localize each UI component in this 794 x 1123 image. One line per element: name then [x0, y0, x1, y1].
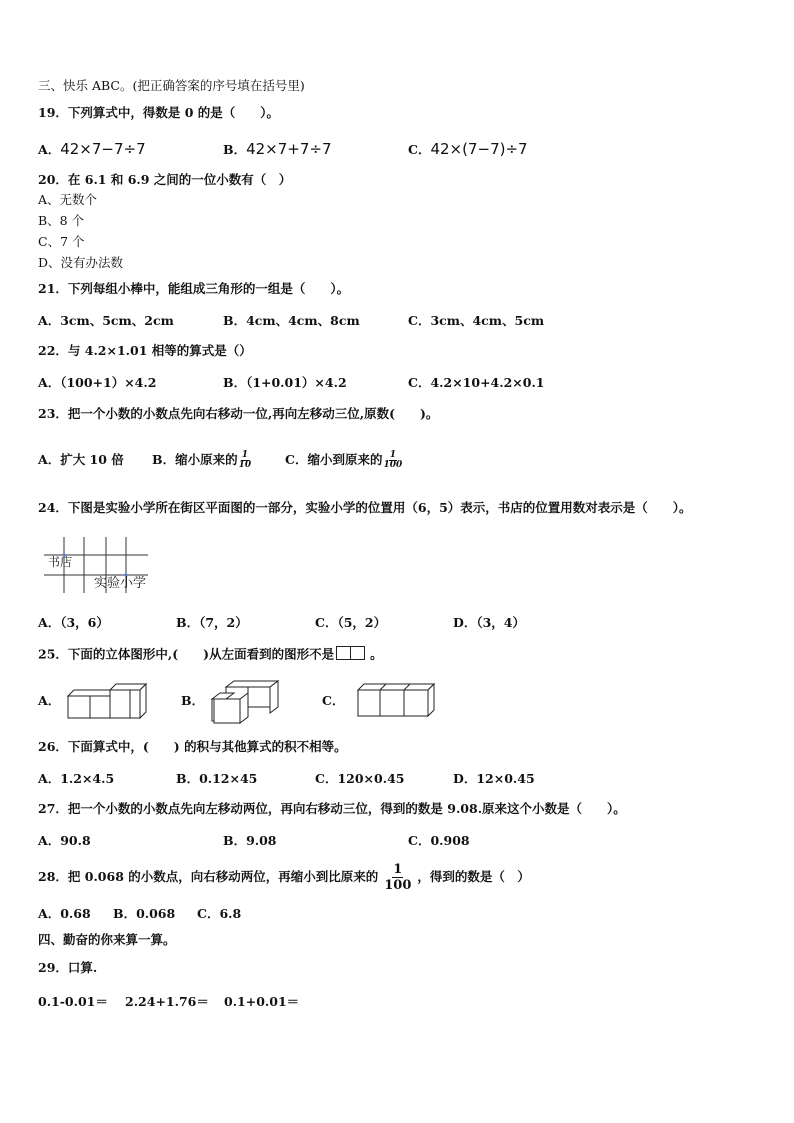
- section-3-title: 三、快乐 ABC。(把正确答案的序号填在括号里): [38, 78, 305, 93]
- q28-option-b: B．0.068: [113, 906, 176, 921]
- q19-option-b-expr: 42×7+7÷7: [246, 140, 332, 158]
- q27-option-c: C．0.908: [408, 833, 470, 848]
- section-4-title: 四、勤奋的你来算一算。: [38, 932, 176, 947]
- q19-option-a-label: A．: [38, 142, 61, 157]
- q26-option-b: B．0.12×45: [176, 771, 258, 786]
- q21-option-b: B．4cm、4cm、8cm: [223, 313, 360, 328]
- q19-option-b: [223, 140, 332, 159]
- q25-option-b-cubes: [212, 681, 284, 725]
- q21-stem: 21．下列每组小棒中，能组成三角形的一组是（ ）。: [38, 281, 350, 296]
- q23-stem: 23．把一个小数的小数点先向右移动一位,再向左移动三位,原数( )。: [38, 406, 439, 421]
- q23-option-b-fraction: [239, 451, 252, 470]
- q24-option-a: A．（3，6）: [38, 615, 109, 630]
- q26-option-a: A．1.2×4.5: [38, 771, 115, 786]
- q24-option-d: D．（3，4）: [453, 615, 525, 630]
- q25-option-c-cubes: [354, 682, 436, 718]
- q28-option-a: A．0.68: [38, 906, 91, 921]
- q25-option-c-label: C．: [322, 693, 345, 708]
- q21-option-c: C．3cm、4cm、5cm: [408, 313, 545, 328]
- q20-option-c: C、7 个: [38, 234, 85, 249]
- two-squares-figure: [336, 646, 366, 664]
- bookstore-label: 书店: [48, 555, 73, 569]
- q26-option-d: D．12×0.45: [453, 771, 535, 786]
- street-map-figure: [44, 533, 154, 597]
- q29-item-3: 0.1+0.01＝: [224, 994, 300, 1009]
- q22-stem: 22．与 4.2×1.01 相等的算式是（）: [38, 343, 252, 358]
- q19-option-b-label: B．: [223, 142, 247, 157]
- q21-option-a: A．3cm、5cm、2cm: [38, 313, 174, 328]
- fraction-denominator: 100: [383, 460, 403, 470]
- q23-option-b: [152, 451, 251, 470]
- q20-option-b: B、8 个: [38, 213, 85, 228]
- q20-option-d: D、没有办法数: [38, 255, 124, 270]
- q19-stem: 19．下列算式中，得数是 0 的是（ ）。: [38, 105, 280, 120]
- q25-option-a-label: A．: [38, 693, 61, 708]
- q23-option-c-fraction: [383, 451, 402, 470]
- fraction-numerator: 1: [241, 450, 248, 460]
- q29-item-2: 2.24+1.76＝: [125, 994, 209, 1009]
- q23-option-a: A．扩大 10 倍: [38, 452, 124, 467]
- fraction-denominator: 100: [384, 878, 412, 893]
- q19-option-c-expr: 42×(7−7)÷7: [430, 140, 528, 158]
- q23-option-b-text: B．缩小原来的: [152, 452, 238, 467]
- q28-fraction: [384, 862, 411, 893]
- q24-stem: 24．下图是实验小学所在街区平面图的一部分，实验小学的位置用（6，5）表示，书店的位置用数对表示是（ ）。: [38, 500, 692, 515]
- q25-stem-after: 。: [370, 646, 383, 662]
- q29-stem: 29．口算.: [38, 960, 98, 975]
- school-label: 实验小学: [94, 576, 147, 591]
- q24-option-c: C．（5，2）: [315, 615, 387, 630]
- q28-stem: [38, 862, 530, 893]
- q28-stem-after: ，得到的数是（ ）: [417, 869, 530, 884]
- q24-option-b: B．（7，2）: [176, 615, 248, 630]
- q26-stem: 26．下面算式中，( ) 的积与其他算式的积不相等。: [38, 739, 347, 754]
- q23-option-c: [285, 451, 402, 470]
- q19-option-a: [38, 140, 146, 159]
- q23-option-c-text: C．缩小到原来的: [285, 452, 383, 467]
- q25-option-b-label: B．: [181, 693, 205, 708]
- fraction-numerator: 1: [393, 862, 403, 877]
- q20-option-a: A、无数个: [38, 192, 98, 207]
- q25-option-a-cubes: [68, 684, 150, 722]
- q22-option-c: C．4.2×10+4.2×0.1: [408, 375, 545, 390]
- q25-stem: [38, 646, 383, 664]
- q26-option-c: C．120×0.45: [315, 771, 405, 786]
- fraction-numerator: 1: [389, 450, 396, 460]
- q22-option-b: B．（1+0.01）×4.2: [223, 375, 347, 390]
- q19-option-a-expr: 42×7−7÷7: [60, 140, 146, 158]
- q25-stem-before: 25．下面的立体图形中,( )从左面看到的图形不是: [38, 646, 335, 662]
- q19-option-c-label: C．: [408, 142, 431, 157]
- q27-stem: 27．把一个小数的小数点先向左移动两位，再向右移动三位，得到的数是 9.08.原来这个小数是（ ）。: [38, 801, 626, 816]
- q28-stem-before: 28．把 0.068 的小数点，向右移动两位，再缩小到比原来的: [38, 869, 379, 884]
- q29-item-1: 0.1-0.01＝: [38, 994, 108, 1009]
- q22-option-a: A．（100+1）×4.2: [38, 375, 157, 390]
- q27-option-a: A．90.8: [38, 833, 91, 848]
- q19-option-c: [408, 140, 528, 159]
- q20-stem: 20．在 6.1 和 6.9 之间的一位小数有（ ）: [38, 172, 292, 187]
- q27-option-b: B．9.08: [223, 833, 277, 848]
- q28-option-c: C．6.8: [197, 906, 242, 921]
- fraction-denominator: 10: [238, 460, 252, 470]
